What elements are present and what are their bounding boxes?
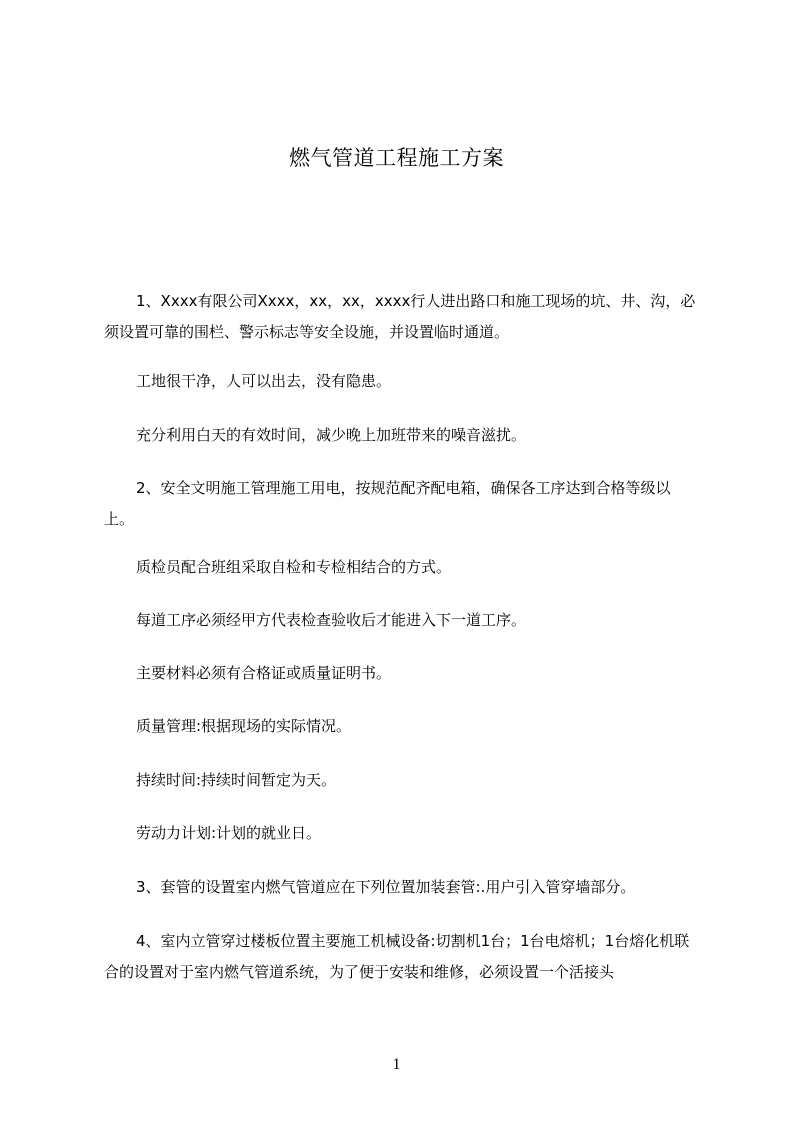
document-title: 燃气管道工程施工方案 bbox=[289, 146, 504, 170]
paragraph: 工地很干净，人可以出去，没有隐患。 bbox=[136, 372, 392, 390]
paragraph: 1、Xxxx有限公司Xxxx，xx，xx，xxxx行人进出路口和施工现场的坑、井、沟，必须设置可靠的围栏、警示标志等安全设施，并设置临时通道。 bbox=[104, 292, 696, 341]
paragraph: 主要材料必须有合格证或质量证明书。 bbox=[136, 664, 392, 682]
paragraph: 充分利用白天的有效时间，减少晚上加班带来的噪音滋扰。 bbox=[136, 426, 527, 444]
paragraph: 4、室内立管穿过楼板位置主要施工机械设备:切割机1台；1台电熔机；1台熔化机联合的设置对于室内燃气管道系统，为了便于安装和维修，必须设置一个活接头 bbox=[104, 932, 690, 981]
paragraph: 持续时间:持续时间暂定为天。 bbox=[136, 771, 337, 789]
paragraph: 劳动力计划:计划的就业日。 bbox=[136, 824, 322, 842]
paragraph: 每道工序必须经甲方代表检查验收后才能进入下一道工序。 bbox=[136, 611, 527, 629]
paragraph: 3、套管的设置室内燃气管道应在下列位置加装套管:.用户引入管穿墙部分。 bbox=[136, 878, 636, 896]
paragraph: 质检员配合班组采取自检和专检相结合的方式。 bbox=[136, 558, 452, 576]
paragraph: 质量管理:根据现场的实际情况。 bbox=[136, 717, 352, 735]
page-number: 1 bbox=[392, 1056, 401, 1073]
paragraph: 2、安全文明施工管理施工用电，按规范配齐配电箱，确保各工序达到合格等级以上。 bbox=[104, 479, 671, 528]
